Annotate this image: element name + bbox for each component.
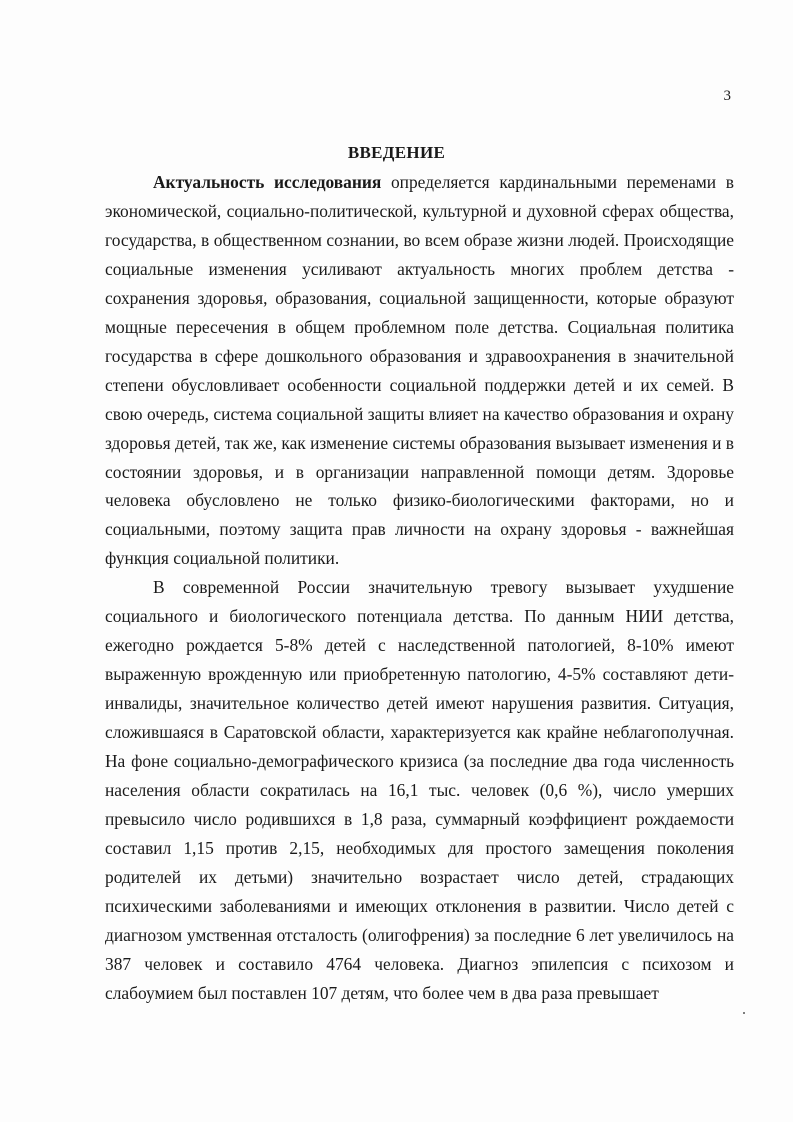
paragraph-text: определяется кардинальными переменами в экономической, социально-политической, культурной и духовной сферах общества, государства, в общественном сознании, во всем образе жизни людей. Происходящие социальные изменения усиливают актуальность многих проблем детства - сохранения здоровья, образования, социальной защищенности, которые образуют мощные пересечения в общем проблемном поле детства. Социальная политика государства в сфере дошкольного образования и здравоохранения в значительной степени обусловливает особенности социальной поддержки детей и их семей. В свою очередь, система социальной защиты влияет на качество образования и охрану здоровья детей, так же, как изменение системы образования вызывает изменения и в состоянии здоровья, и в организации направленной помощи детям. Здоровье человека обусловлено не только физико-биологическими факторами, но и социальными, поэтому защита прав личности на охрану здоровья - важнейшая функция социальной политики. <box>105 172 734 569</box>
paragraph-russia <box>105 573 734 1007</box>
body-text <box>105 168 734 1008</box>
paragraph-text: В современной России значительную тревогу вызывает ухудшение социального и биологического потенциала детства. По данным НИИ детства, ежегодно рождается 5-8% детей с наследственной патологией, 8-10% имеют выраженную врожденную или приобретенную патологию, 4-5% составляют дети-инвалиды, значительное количество детей имеют нарушения развития. Ситуация, сложившаяся в Саратовской области, характеризуется как крайне неблагополучная. На фоне социально-демографического кризиса (за последние два года численность населения области сократилась на 16,1 тыс. человек (0,6 %), число умерших превысило число родившихся в 1,8 раза, суммарный коэффициент рождаемости составил 1,15 против 2,15, необходимых для простого замещения поколения родителей их детьми) значительно возрастает число детей, страдающих психическими заболеваниями и имеющих отклонения в развитии. Число детей с диагнозом умственная отсталость (олигофрения) за последние 6 лет увеличилось на 387 человек и составило 4764 человека. Диагноз эпилепсия с психозом и слабоумием был поставлен 107 детям, что более чем в два раза превышает <box>105 577 734 1003</box>
scan-speck <box>743 1012 745 1014</box>
paragraph-lead: Актуальность исследования <box>153 172 382 192</box>
section-heading: ВВЕДЕНИЕ <box>347 143 446 162</box>
paragraph-relevance <box>105 168 734 573</box>
page-number: 3 <box>723 88 731 104</box>
